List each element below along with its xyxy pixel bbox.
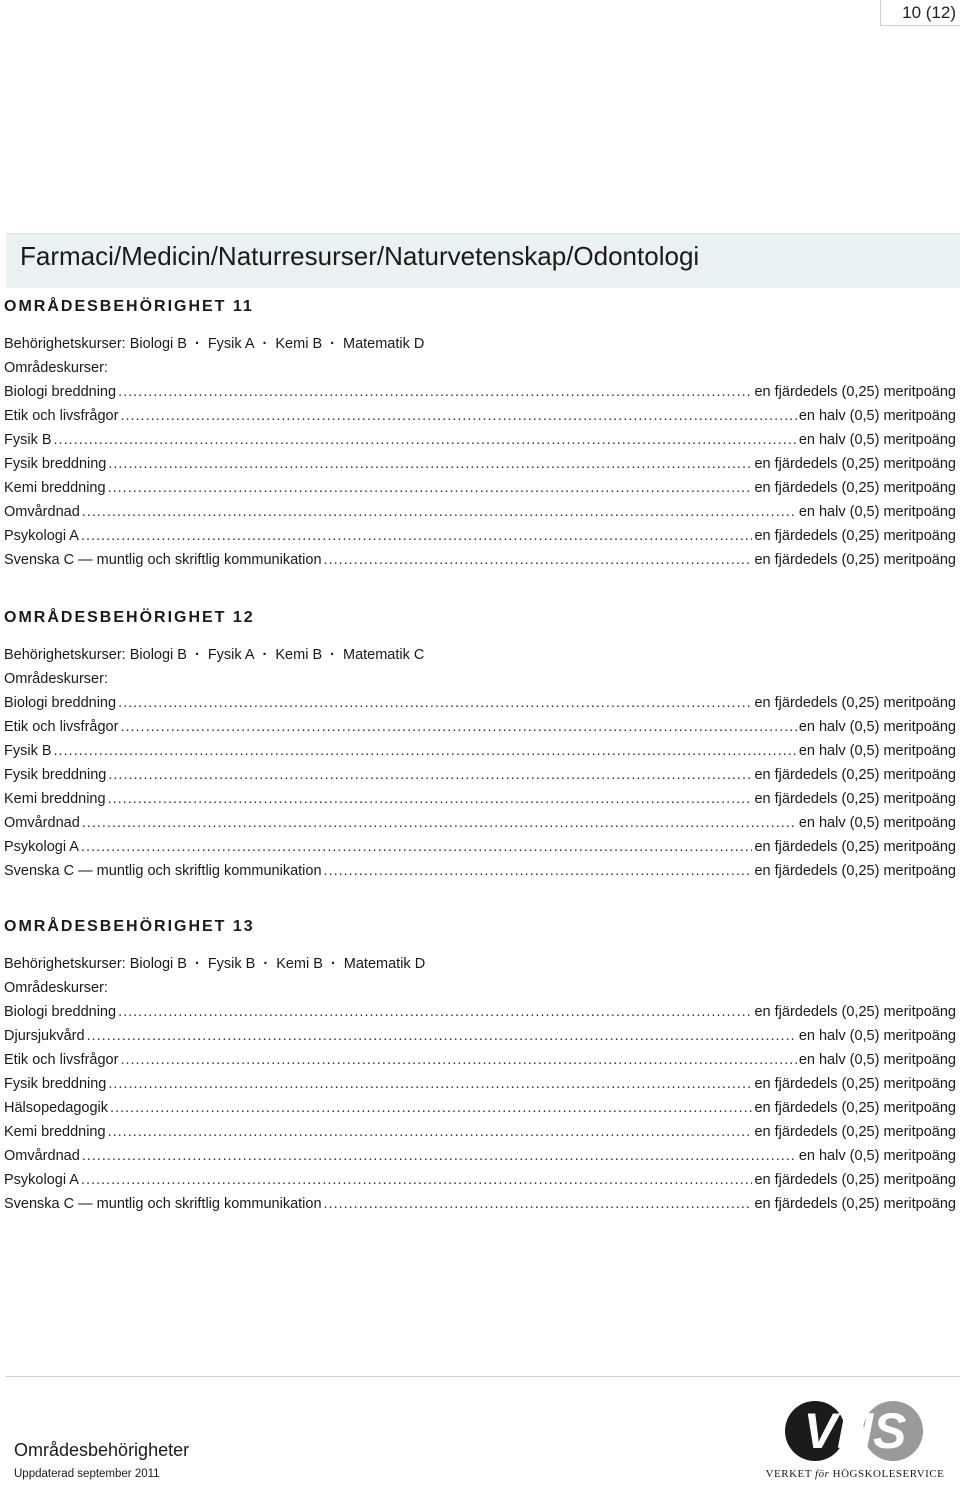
- section-omradesbehorighet-13: [4, 916, 956, 1216]
- list-item: [4, 548, 956, 572]
- item-value: en halv (0,5) meritpoäng: [798, 719, 956, 735]
- footer-title: Områdesbehörigheter: [14, 1440, 190, 1460]
- item-name: Svenska C — muntlig och skriftlig kommunikation: [4, 1196, 322, 1212]
- dot-leader: [81, 835, 753, 859]
- item-name: Kemi breddning: [4, 1124, 106, 1140]
- list-item: [4, 787, 956, 811]
- bullet-dot-icon: ·: [330, 647, 335, 663]
- category-title: Farmaci/Medicin/Naturresurser/Naturvetenskap/Odontologi: [20, 241, 700, 271]
- footer-updated-date: Uppdaterad september 2011: [14, 1468, 160, 1480]
- prerequisite-courses: [4, 643, 956, 667]
- prerequisite-courses: [4, 952, 956, 976]
- item-name: Psykologi A: [4, 839, 79, 855]
- item-value: en fjärdedels (0,25) meritpoäng: [754, 863, 956, 879]
- item-name: Psykologi A: [4, 528, 79, 544]
- dot-leader: [54, 739, 797, 763]
- item-name: Psykologi A: [4, 1172, 79, 1188]
- item-name: Biologi breddning: [4, 384, 117, 400]
- list-item: [4, 500, 956, 524]
- dot-leader: [120, 404, 796, 428]
- dot-leader: [110, 1096, 752, 1120]
- list-item: [4, 452, 956, 476]
- item-value: en fjärdedels (0,25) meritpoäng: [754, 1076, 956, 1092]
- dot-leader: [87, 1024, 797, 1048]
- section-omradesbehorighet-12: [4, 607, 956, 883]
- bullet-dot-icon: ·: [330, 956, 336, 972]
- course: Matematik D: [342, 336, 425, 352]
- list-item: [4, 811, 956, 835]
- item-name: Biologi breddning: [4, 695, 117, 711]
- item-value: en halv (0,5) meritpoäng: [798, 1148, 956, 1164]
- item-value: en fjärdedels (0,25) meritpoäng: [754, 791, 956, 807]
- item-value: en fjärdedels (0,25) meritpoäng: [754, 839, 956, 855]
- list-item: [4, 739, 956, 763]
- list-item: [4, 1072, 956, 1096]
- course: Kemi B: [275, 336, 323, 352]
- item-value: en fjärdedels (0,25) meritpoäng: [754, 528, 956, 544]
- list-item: [4, 859, 956, 883]
- item-value: en fjärdedels (0,25) meritpoäng: [754, 1004, 956, 1020]
- item-value: en fjärdedels (0,25) meritpoäng: [754, 1196, 956, 1212]
- dot-leader: [324, 1192, 753, 1216]
- list-item: [4, 428, 956, 452]
- item-name: Omvårdnad: [4, 815, 80, 831]
- section-title: OMRÅDESBEHÖRIGHET 12: [4, 609, 255, 626]
- item-name: Kemi breddning: [4, 480, 106, 496]
- dot-leader: [54, 428, 797, 452]
- list-item: [4, 835, 956, 859]
- item-value: en fjärdedels (0,25) meritpoäng: [754, 552, 956, 568]
- dot-leader: [108, 1072, 752, 1096]
- list-item: [4, 524, 956, 548]
- area-courses-label: Områdeskurser:: [4, 671, 108, 687]
- list-item: [4, 1048, 956, 1072]
- svg-text:VHS: VHS: [803, 1403, 907, 1459]
- item-name: Fysik breddning: [4, 1076, 107, 1092]
- list-item: [4, 1168, 956, 1192]
- item-name: Omvårdnad: [4, 504, 80, 520]
- item-value: en fjärdedels (0,25) meritpoäng: [754, 1172, 956, 1188]
- list-item: [4, 380, 956, 404]
- bullet-dot-icon: ·: [330, 336, 335, 352]
- section-title: OMRÅDESBEHÖRIGHET 11: [4, 298, 254, 315]
- item-name: Biologi breddning: [4, 1004, 117, 1020]
- bullet-dot-icon: ·: [262, 336, 268, 352]
- dot-leader: [108, 452, 752, 476]
- item-value: en halv (0,5) meritpoäng: [798, 743, 956, 759]
- item-value: en fjärdedels (0,25) meritpoäng: [754, 1124, 956, 1140]
- list-item: [4, 1096, 956, 1120]
- list-item: [4, 1000, 956, 1024]
- item-value: en halv (0,5) meritpoäng: [798, 815, 956, 831]
- item-value: en halv (0,5) meritpoäng: [798, 1028, 956, 1044]
- item-name: Fysik breddning: [4, 456, 107, 472]
- list-item: [4, 763, 956, 787]
- item-name: Fysik breddning: [4, 767, 107, 783]
- section-omradesbehorighet-11: [4, 296, 956, 572]
- list-item: [4, 476, 956, 500]
- area-courses-label: Områdeskurser:: [4, 980, 108, 996]
- prerequisite-label: Behörighetskurser:: [4, 336, 126, 352]
- course: Kemi B: [275, 647, 323, 663]
- logo-caption: VERKET för HÖGSKOLESERVICE: [765, 1468, 945, 1480]
- item-name: Svenska C — muntlig och skriftlig kommunikation: [4, 863, 322, 879]
- item-name: Omvårdnad: [4, 1148, 80, 1164]
- list-item: [4, 404, 956, 428]
- item-value: en fjärdedels (0,25) meritpoäng: [754, 695, 956, 711]
- item-value: en fjärdedels (0,25) meritpoäng: [754, 456, 956, 472]
- bullet-dot-icon: ·: [194, 956, 200, 972]
- course: Fysik B: [207, 956, 256, 972]
- item-name: Svenska C — muntlig och skriftlig kommunikation: [4, 552, 322, 568]
- item-value: en fjärdedels (0,25) meritpoäng: [754, 384, 956, 400]
- course: Biologi B: [129, 336, 187, 352]
- dot-leader: [108, 763, 752, 787]
- bullet-dot-icon: ·: [263, 956, 269, 972]
- bullet-dot-icon: ·: [194, 336, 200, 352]
- course: Biologi B: [129, 647, 187, 663]
- bullet-dot-icon: ·: [194, 647, 200, 663]
- dot-leader: [82, 500, 797, 524]
- dot-leader: [82, 811, 797, 835]
- item-value: en halv (0,5) meritpoäng: [798, 504, 956, 520]
- course: Fysik A: [207, 647, 255, 663]
- dot-leader: [118, 380, 752, 404]
- dot-leader: [81, 524, 753, 548]
- list-item: [4, 691, 956, 715]
- item-value: en halv (0,5) meritpoäng: [798, 408, 956, 424]
- prerequisite-label: Behörighetskurser:: [4, 956, 126, 972]
- item-name: Hälsopedagogik: [4, 1100, 108, 1116]
- item-name: Djursjukvård: [4, 1028, 85, 1044]
- dot-leader: [324, 548, 753, 572]
- dot-leader: [118, 691, 752, 715]
- dot-leader: [108, 787, 753, 811]
- item-name: Etik och livsfrågor: [4, 1052, 119, 1068]
- page-number: 10 (12): [880, 0, 960, 26]
- item-value: en fjärdedels (0,25) meritpoäng: [754, 767, 956, 783]
- dot-leader: [82, 1144, 797, 1168]
- course: Biologi B: [129, 956, 187, 972]
- course: Fysik A: [207, 336, 255, 352]
- course: Matematik C: [342, 647, 425, 663]
- section-title: OMRÅDESBEHÖRIGHET 13: [4, 918, 255, 935]
- dot-leader: [120, 715, 796, 739]
- prerequisite-label: Behörighetskurser:: [4, 647, 126, 663]
- dot-leader: [108, 1120, 753, 1144]
- bullet-dot-icon: ·: [262, 647, 268, 663]
- list-item: [4, 1024, 956, 1048]
- item-value: en halv (0,5) meritpoäng: [798, 1052, 956, 1068]
- area-courses-label: Områdeskurser:: [4, 360, 108, 376]
- dot-leader: [81, 1168, 753, 1192]
- item-name: Etik och livsfrågor: [4, 719, 119, 735]
- list-item: [4, 1120, 956, 1144]
- list-item: [4, 1144, 956, 1168]
- item-value: en fjärdedels (0,25) meritpoäng: [754, 1100, 956, 1116]
- item-name: Fysik B: [4, 432, 52, 448]
- category-banner: [6, 233, 960, 288]
- dot-leader: [120, 1048, 796, 1072]
- dot-leader: [108, 476, 753, 500]
- course: Kemi B: [276, 956, 323, 972]
- course: Matematik D: [343, 956, 426, 972]
- prerequisite-courses: [4, 332, 956, 356]
- list-item: [4, 1192, 956, 1216]
- list-item: [4, 715, 956, 739]
- dot-leader: [324, 859, 753, 883]
- item-name: Fysik B: [4, 743, 52, 759]
- footer-divider: [6, 1376, 960, 1377]
- dot-leader: [118, 1000, 752, 1024]
- item-value: en fjärdedels (0,25) meritpoäng: [754, 480, 956, 496]
- item-name: Etik och livsfrågor: [4, 408, 119, 424]
- item-value: en halv (0,5) meritpoäng: [798, 432, 956, 448]
- item-name: Kemi breddning: [4, 791, 106, 807]
